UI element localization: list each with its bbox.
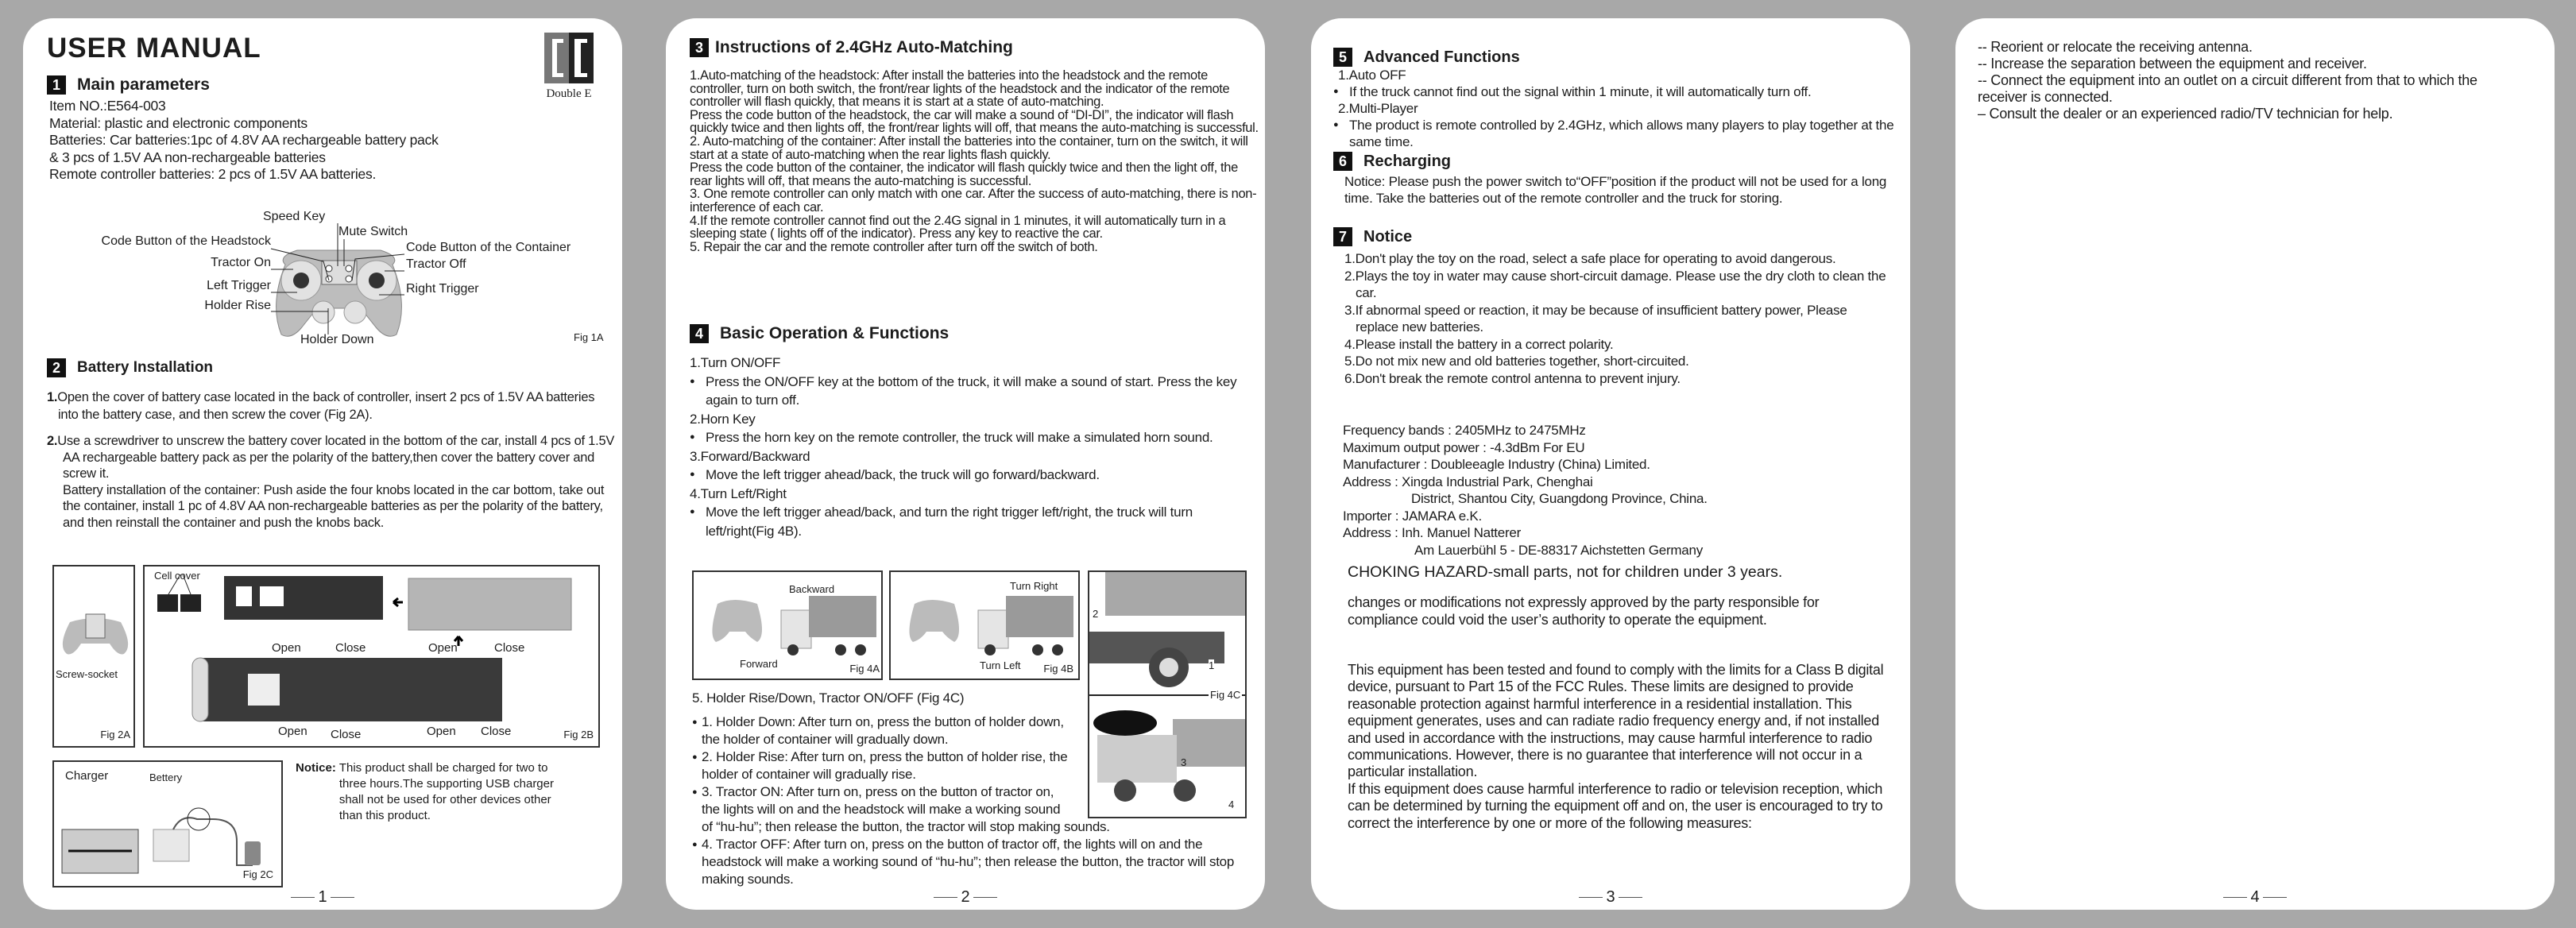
label-speed-key: Speed Key xyxy=(263,210,326,223)
fig-2b-caption: Fig 2B xyxy=(563,729,594,740)
manual-title: USER MANUAL xyxy=(47,33,261,64)
cell-cover-label: Cell cover xyxy=(154,570,200,582)
measure-item: -- Reorient or relocate the receiving antenna. xyxy=(1978,39,2253,55)
battery-step-1 xyxy=(47,389,595,423)
notice-item: 6.Don't break the remote control antenna to prevent injury. xyxy=(1344,370,1681,386)
operation-bullet: ● Press the horn key on the remote controller, the truck will make a simulated horn sound. xyxy=(690,428,1258,447)
label-tractor-off: Tractor Off xyxy=(406,257,466,271)
function-bullet: ● If the truck cannot find out the signal within 1 minute, it will automatically turn off. xyxy=(1333,83,1907,100)
manual-page-2 xyxy=(666,18,1265,910)
section-number: 7 xyxy=(1333,227,1352,246)
instruction-paragraph: 4.If the remote controller cannot find out the 2.4G signal in 1 minutes, it will automatically turn in a sleeping state ( lights off of the indicator). Press any key to reactive the car. xyxy=(690,213,1226,242)
label-tractor-on: Tractor On xyxy=(211,256,271,269)
notice-item: 5.Do not mix new and old batteries together, short-circuited. xyxy=(1344,354,1689,369)
figure-1a-controller xyxy=(23,18,622,352)
battery-step-2 xyxy=(47,433,615,531)
notice-item: 1.Don't play the toy on the road, select a safe place for operating to avoid dangerous. xyxy=(1344,251,1836,266)
section-2-heading xyxy=(47,358,213,377)
notice-text: This product shall be charged for two to three hours.The supporting USB charger shall not be used for other devices other than this product. xyxy=(338,761,554,822)
charging-notice xyxy=(296,760,590,824)
fcc-statement xyxy=(1348,662,1888,832)
label-right-trigger: Right Trigger xyxy=(406,282,479,296)
section-5-heading xyxy=(1333,48,1520,67)
close-label: Close xyxy=(335,641,366,655)
logo-text: Double E xyxy=(546,87,592,100)
operation-bullet: ● 1. Holder Down: After turn on, press the button of holder down, the holder of container will gradually down. xyxy=(692,713,1260,748)
forward-label: Forward xyxy=(740,658,778,670)
section-7-heading xyxy=(1333,227,1412,246)
function-heading: 1.Auto OFF xyxy=(1338,68,1406,83)
frequency-bands: Frequency bands : 2405MHz to 2475MHz xyxy=(1343,423,1586,438)
section-title: Battery Installation xyxy=(77,359,214,376)
close-label: Close xyxy=(494,641,525,655)
instruction-paragraph: 1.Auto-matching of the headstock: After install the batteries into the headstock and the remote controller, turn on both switch, the front/rear lights of the headstock and the indicator of the remote controller will flash quickly, that means it is start at a state of auto-matching. xyxy=(690,68,1230,110)
importer-address: Address : Inh. Manuel Natterer xyxy=(1343,525,1522,540)
manual-page-3 xyxy=(1311,18,1910,910)
figure-2a xyxy=(52,565,135,748)
label-left-trigger: Left Trigger xyxy=(207,279,271,292)
turn-right-label: Turn Right xyxy=(1010,580,1058,592)
auto-matching-instructions xyxy=(690,69,1263,253)
notice-item: 3.If abnormal speed or reaction, it may be because of insufficient battery power, Please replace new batteries. xyxy=(1344,302,1847,334)
fig-4b-caption: Fig 4B xyxy=(1043,663,1073,675)
section-number: 2 xyxy=(47,358,66,377)
measure-item: – Consult the dealer or an experienced radio/TV technician for help. xyxy=(1978,106,2393,122)
fcc-paragraph: If this equipment does cause harmful interference to radio or television reception, which can be determined by turning the equipment off and on, the user is encouraged to try to correct the interference by one or more of the following measures: xyxy=(1348,780,1883,831)
car-batteries: Batteries: Car batteries:1pc of 4.8V AA rechargeable battery pack xyxy=(49,132,439,148)
label-code-headstock: Code Button of the Headstock xyxy=(101,234,271,248)
section-4-heading xyxy=(690,324,949,343)
open-label: Open xyxy=(427,725,456,738)
holder-tractor-instructions xyxy=(692,690,1260,888)
remote-batteries: Remote controller batteries: 2 pcs of 1.5V AA batteries. xyxy=(49,166,377,182)
product-info xyxy=(1343,422,1899,559)
step-number: 2. xyxy=(47,434,58,448)
measure-item: -- Connect the equipment into an outlet on a circuit different from that to which the receiver is connected. xyxy=(1978,72,2477,105)
importer-address-2: Am Lauerbühl 5 - DE-88317 Aichstetten Germany xyxy=(1414,542,1703,558)
step-1-marker: 1 xyxy=(1209,659,1215,671)
manufacturer: Manufacturer : Doubleeagle Industry (China) Limited. xyxy=(1343,457,1650,472)
section-number: 3 xyxy=(690,38,709,57)
fig-4c-caption: Fig 4C xyxy=(1210,689,1241,701)
notice-item: 2.Plays the toy in water may cause short-circuit damage. Please use the dry cloth to clean the car. xyxy=(1344,268,1886,300)
operation-heading: 3.Forward/Backward xyxy=(690,448,810,464)
manual-page-4 xyxy=(1955,18,2555,910)
measure-item: -- Increase the separation between the equipment and receiver. xyxy=(1978,56,2367,72)
label-code-container: Code Button of the Container xyxy=(406,241,571,254)
instruction-paragraph: 5. Repair the car and the remote controller after turn off the switch of both. xyxy=(690,239,1098,254)
step-text: Use a screwdriver to unscrew the battery cover located in the bottom of the car, install 4 pcs of 1.5V AA rechargeable battery pack as per the polarity of the battery,then cover the battery cover and screw it. xyxy=(57,434,615,481)
truck-chassis-illustration xyxy=(145,566,598,746)
turn-left-label: Turn Left xyxy=(980,659,1021,671)
charger-battery-illustration xyxy=(54,762,281,886)
function-bullet: ● The product is remote controlled by 2.4GHz, which allows many players to play together at the same time. xyxy=(1333,117,1907,150)
screw-socket-label: Screw-socket xyxy=(56,668,118,680)
material: Material: plastic and electronic components xyxy=(49,114,307,131)
figure-2b xyxy=(143,565,600,748)
figure-2c xyxy=(52,760,283,887)
page-number-text: 2 xyxy=(961,888,970,906)
section-title: Instructions of 2.4GHz Auto-Matching xyxy=(715,38,1013,56)
max-output-power: Maximum output power : -4.3dBm For EU xyxy=(1343,439,1585,455)
close-label: Close xyxy=(331,728,362,741)
recharging-notice: Notice: Please push the power switch to“OFF”position if the product will not be used for a long time. Take the batteries out of the remote controller and the truck for storing. xyxy=(1344,174,1887,206)
basic-operations xyxy=(690,354,1258,540)
step-number: 1. xyxy=(47,390,58,404)
step-2-marker: 2 xyxy=(1093,608,1099,620)
fig-4a-caption: Fig 4A xyxy=(849,663,880,675)
section-title: Notice xyxy=(1363,227,1413,246)
manufacturer-address: Address : Xingda Industrial Park, Chenghai xyxy=(1343,474,1593,489)
instruction-paragraph: Press the code button of the container, the indicator will flash quickly twice and then the light off, the rear lights will off, that means the auto-matching is successful. xyxy=(690,160,1238,188)
page-number-text: 3 xyxy=(1606,888,1615,906)
advanced-functions xyxy=(1333,67,1907,150)
section-number: 6 xyxy=(1333,152,1352,171)
section-title: Recharging xyxy=(1363,152,1452,170)
operation-bullet: ● Move the left trigger ahead/back, the truck will go forward/backward. xyxy=(690,466,1258,485)
choking-hazard-warning: CHOKING HAZARD-small parts, not for children under 3 years. xyxy=(1348,563,1783,581)
section-title: Basic Operation & Functions xyxy=(720,324,950,342)
importer: Importer : JAMARA e.K. xyxy=(1343,508,1482,524)
operation-bullet: ● Move the left trigger ahead/back, and turn the right trigger left/right, the truck will turn left/right(Fig 4B). xyxy=(690,503,1258,540)
figure-4b xyxy=(889,570,1080,680)
notice-item: 4.Please install the battery in a correct polarity. xyxy=(1344,336,1614,352)
notice-list xyxy=(1344,250,1893,387)
section-3-heading xyxy=(690,38,1013,57)
step-3-marker: 3 xyxy=(1181,756,1187,768)
operation-bullet: ● 2. Holder Rise: After turn on, press the button of holder rise, the holder of container will gradually rise. xyxy=(692,748,1260,783)
open-label: Open xyxy=(428,641,458,655)
page-number xyxy=(1955,888,2555,907)
car-batteries-2: & 3 pcs of 1.5V AA non-rechargeable batteries xyxy=(49,149,326,165)
label-mute-switch: Mute Switch xyxy=(338,225,408,238)
fig-2c-caption: Fig 2C xyxy=(242,868,273,880)
instruction-paragraph: 2. Auto-matching of the container: After install the batteries into the container, turn on the switch, it will start at a state of auto-matching when the rear lights flash quickly. xyxy=(690,133,1248,162)
page-number-text: 1 xyxy=(318,888,327,906)
operation-heading: 5. Holder Rise/Down, Tractor ON/OFF (Fig 4C) xyxy=(692,690,965,706)
instruction-paragraph: 3. One remote controller can only match with one car. After the success of auto-matching, there is non-interference of each car. xyxy=(690,187,1257,215)
page-number xyxy=(666,888,1265,907)
function-heading: 2.Multi-Player xyxy=(1338,101,1418,116)
page-number-text: 4 xyxy=(2250,888,2260,906)
controller-back-icon xyxy=(62,610,129,658)
fcc-paragraph: This equipment has been tested and found to comply with the limits for a Class B digital device, pursuant to Part 15 of the FCC Rules. These limits are designed to provide reasonable protection against harmful interference in a residential installation. This equipment generates, uses and can radiate radio frequency energy and, if not installed and used in accordance with the instructions, may cause harmful interference to radio communications. However, there is no guarantee that interference will not occur in a particular installation. xyxy=(1348,662,1884,780)
section-number: 5 xyxy=(1333,48,1352,67)
section-number: 1 xyxy=(47,75,66,95)
charger-label: Charger xyxy=(65,769,109,783)
instruction-paragraph: Press the code button of the headstock, the car will make a sound of “DI-DI”, the indicator will flash quickly twice and then lights off, the front/rear lights will off, that means the auto-matching is successful. xyxy=(690,107,1259,136)
operation-bullet: ● 4. Tractor OFF: After turn on, press on the button of tractor off, the lights will on and the headstock will make a working sound of “hu-hu”; then release the button, the tractor will stop making sounds. xyxy=(692,836,1260,888)
fcc-modifications-text: changes or modifications not expressly approved by the party responsible for compliance could void the user’s authority to operate the equipment. xyxy=(1348,594,1820,628)
backward-label: Backward xyxy=(789,583,835,595)
section-6-heading xyxy=(1333,152,1451,171)
item-number: Item NO.:E564-003 xyxy=(49,98,166,114)
manufacturer-address-2: District, Shantou City, Guangdong Province, China. xyxy=(1411,491,1708,506)
section-title: Main parameters xyxy=(77,75,210,94)
notice-label: Notice: xyxy=(296,761,336,775)
operation-heading: 2.Horn Key xyxy=(690,411,756,427)
operation-bullet: ● Press the ON/OFF key at the bottom of the truck, it will make a sound of start. Press the key again to turn off. xyxy=(690,373,1258,410)
manual-page-1 xyxy=(23,18,622,910)
fig-2a-caption: Fig 2A xyxy=(100,729,130,740)
label-holder-rise: Holder Rise xyxy=(204,299,271,312)
label-holder-down: Holder Down xyxy=(300,333,374,346)
section-title: Advanced Functions xyxy=(1363,48,1520,66)
step-text: Open the cover of battery case located in the back of controller, insert 2 pcs of 1.5V AA batteries into the battery case, and then screw the cover (Fig 2A). xyxy=(57,390,595,422)
section-number: 4 xyxy=(690,324,709,343)
battery-label: Bettery xyxy=(149,771,183,783)
fig-1a-caption: Fig 1A xyxy=(574,331,604,343)
page-number xyxy=(1311,888,1910,907)
page-number xyxy=(23,888,622,907)
figure-4a xyxy=(692,570,883,680)
close-label: Close xyxy=(481,725,512,738)
interference-measures xyxy=(1978,39,2518,122)
open-label: Open xyxy=(278,725,307,738)
operation-bullet: ● 3. Tractor ON: After turn on, press on the button of tractor on, the lights will on and the headstock will make a working sound of “hu-hu”; then release the button, the tractor will stop making sounds. xyxy=(692,783,1260,836)
callout-lines xyxy=(23,18,622,352)
step-4-marker: 4 xyxy=(1228,798,1235,810)
open-label: Open xyxy=(272,641,301,655)
operation-heading: 1.Turn ON/OFF xyxy=(690,355,781,370)
operation-heading: 4.Turn Left/Right xyxy=(690,485,787,501)
container-battery-text: Battery installation of the container: Push aside the four knobs located in the car bottom, take out the container, install 1 pc of 4.8V AA non-rechargeable batteries as per the polarity of the battery, and then reinstall the container and push the knobs back. xyxy=(63,482,605,530)
